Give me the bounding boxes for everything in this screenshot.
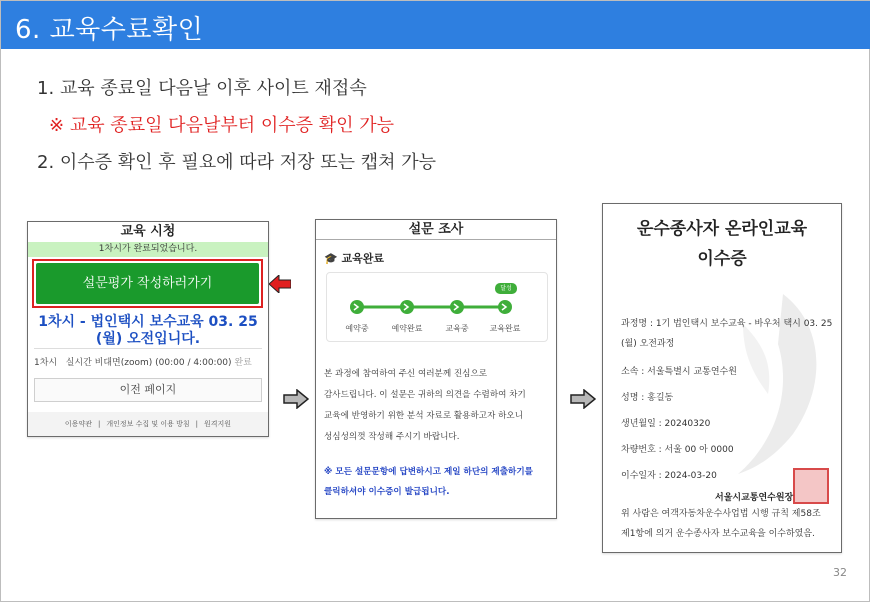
- session-label: 1차시: [34, 358, 58, 368]
- certificate-panel: [602, 203, 842, 553]
- note-line: ※ 모든 설문문항에 답변하시고 제일 하단의 제출하기를: [324, 467, 533, 477]
- session-time: 실시간 비대면(zoom) (00:00 / 4:00:00): [65, 358, 232, 368]
- course-title-line-2: (월) 오전입니다.: [95, 331, 201, 347]
- page-title: 6. 교육수료확인: [15, 15, 204, 45]
- note-line: 클릭하셔야 이수증이 발급됩니다.: [324, 487, 450, 497]
- person-name: 성명 : 홍길동: [621, 393, 674, 403]
- remote-support-link[interactable]: 원격지원: [204, 420, 232, 428]
- organization: 소속 : 서울특별시 교통연수원: [621, 367, 737, 377]
- graduate-icon: 🎓: [324, 252, 338, 265]
- certificate-title: [603, 214, 841, 274]
- title-bar: [1, 1, 870, 49]
- divider: [34, 348, 262, 349]
- footer-links: 이용약관 | 개인정보 수집 및 이용 방침 | 원격지원: [28, 412, 268, 436]
- course-name: 과정명 : 1기 법인택시 보수교육 - 바우처 택시 03. 25: [621, 319, 833, 329]
- certificate-title-line-1: 운수종사자 온라인교육: [636, 219, 808, 239]
- completion-date: 이수일자 : 2024-03-20: [621, 471, 717, 481]
- course-name-cont: (월) 오전과정: [621, 339, 675, 349]
- step-label: 예약완료: [391, 324, 423, 333]
- survey-button[interactable]: 설문평가 작성하러가기: [36, 263, 259, 304]
- description-line: 본 과정에 참여하여 주신 여러분께 진심으로: [324, 369, 488, 379]
- panel-title: 설문 조사: [316, 220, 556, 240]
- instruction-line-2: 2. 이수증 확인 후 필요에 따라 저장 또는 캡쳐 가능: [37, 152, 437, 173]
- progress-steps: [326, 272, 548, 342]
- official-seal: [793, 468, 829, 504]
- education-view-panel: [27, 221, 269, 437]
- terms-link[interactable]: 이용약관: [64, 420, 92, 428]
- certificate-title-line-2: 이수증: [697, 249, 747, 269]
- step-label: 교육중: [445, 324, 469, 333]
- completion-banner: 1차시가 완료되었습니다.: [28, 242, 268, 257]
- watermark-emblem: [723, 284, 833, 484]
- step-label: 예약중: [345, 324, 369, 333]
- education-complete-label: [324, 250, 384, 266]
- survey-button-highlight: [32, 259, 263, 308]
- education-complete-text: 교육완료: [341, 252, 385, 265]
- survey-description: [324, 364, 554, 448]
- description-line: 성심성의껏 작성해 주시기 바랍니다.: [324, 432, 460, 442]
- certificate-statement-line-1: 위 사람은 여객자동차운수사업법 시행 규칙 제58조: [621, 509, 821, 519]
- survey-note: [324, 462, 554, 502]
- arrow-right-icon: [570, 389, 596, 409]
- signer: 서울시교통연수원장: [715, 493, 794, 503]
- step-label: 교육완료: [489, 324, 521, 333]
- certificate-statement-line-2: 제1항에 의거 운수종사자 보수교육을 이수하였음.: [621, 529, 815, 539]
- session-row: [34, 355, 262, 368]
- privacy-link[interactable]: 개인정보 수집 및 이용 방침: [106, 420, 190, 428]
- achieved-badge: 달성: [500, 285, 512, 292]
- instruction-note: ※ 교육 종료일 다음날부터 이수증 확인 가능: [49, 115, 395, 136]
- session-status: 완료: [234, 358, 252, 368]
- description-line: 감사드립니다. 이 설문은 귀하의 의견을 수렴하여 차기: [324, 390, 526, 400]
- previous-page-button[interactable]: 이전 페이지: [34, 378, 262, 402]
- course-title: [34, 314, 262, 348]
- instruction-line-1: 1. 교육 종료일 다음날 이후 사이트 재접속: [37, 78, 367, 99]
- course-title-line-1: 1차시 - 법인택시 보수교육 03. 25: [38, 314, 258, 330]
- description-line: 교육에 반영하기 위한 분석 자료로 활용하고자 하오니: [324, 411, 524, 421]
- red-arrow-left-icon: [269, 275, 291, 293]
- birth-date: 생년월일 : 20240320: [621, 419, 711, 429]
- panel-title: 교육 시청: [120, 224, 176, 239]
- page-number: 32: [833, 566, 847, 579]
- vehicle-number: 차량번호 : 서울 00 아 0000: [621, 445, 734, 455]
- survey-panel: [315, 219, 557, 519]
- arrow-right-icon: [283, 389, 309, 409]
